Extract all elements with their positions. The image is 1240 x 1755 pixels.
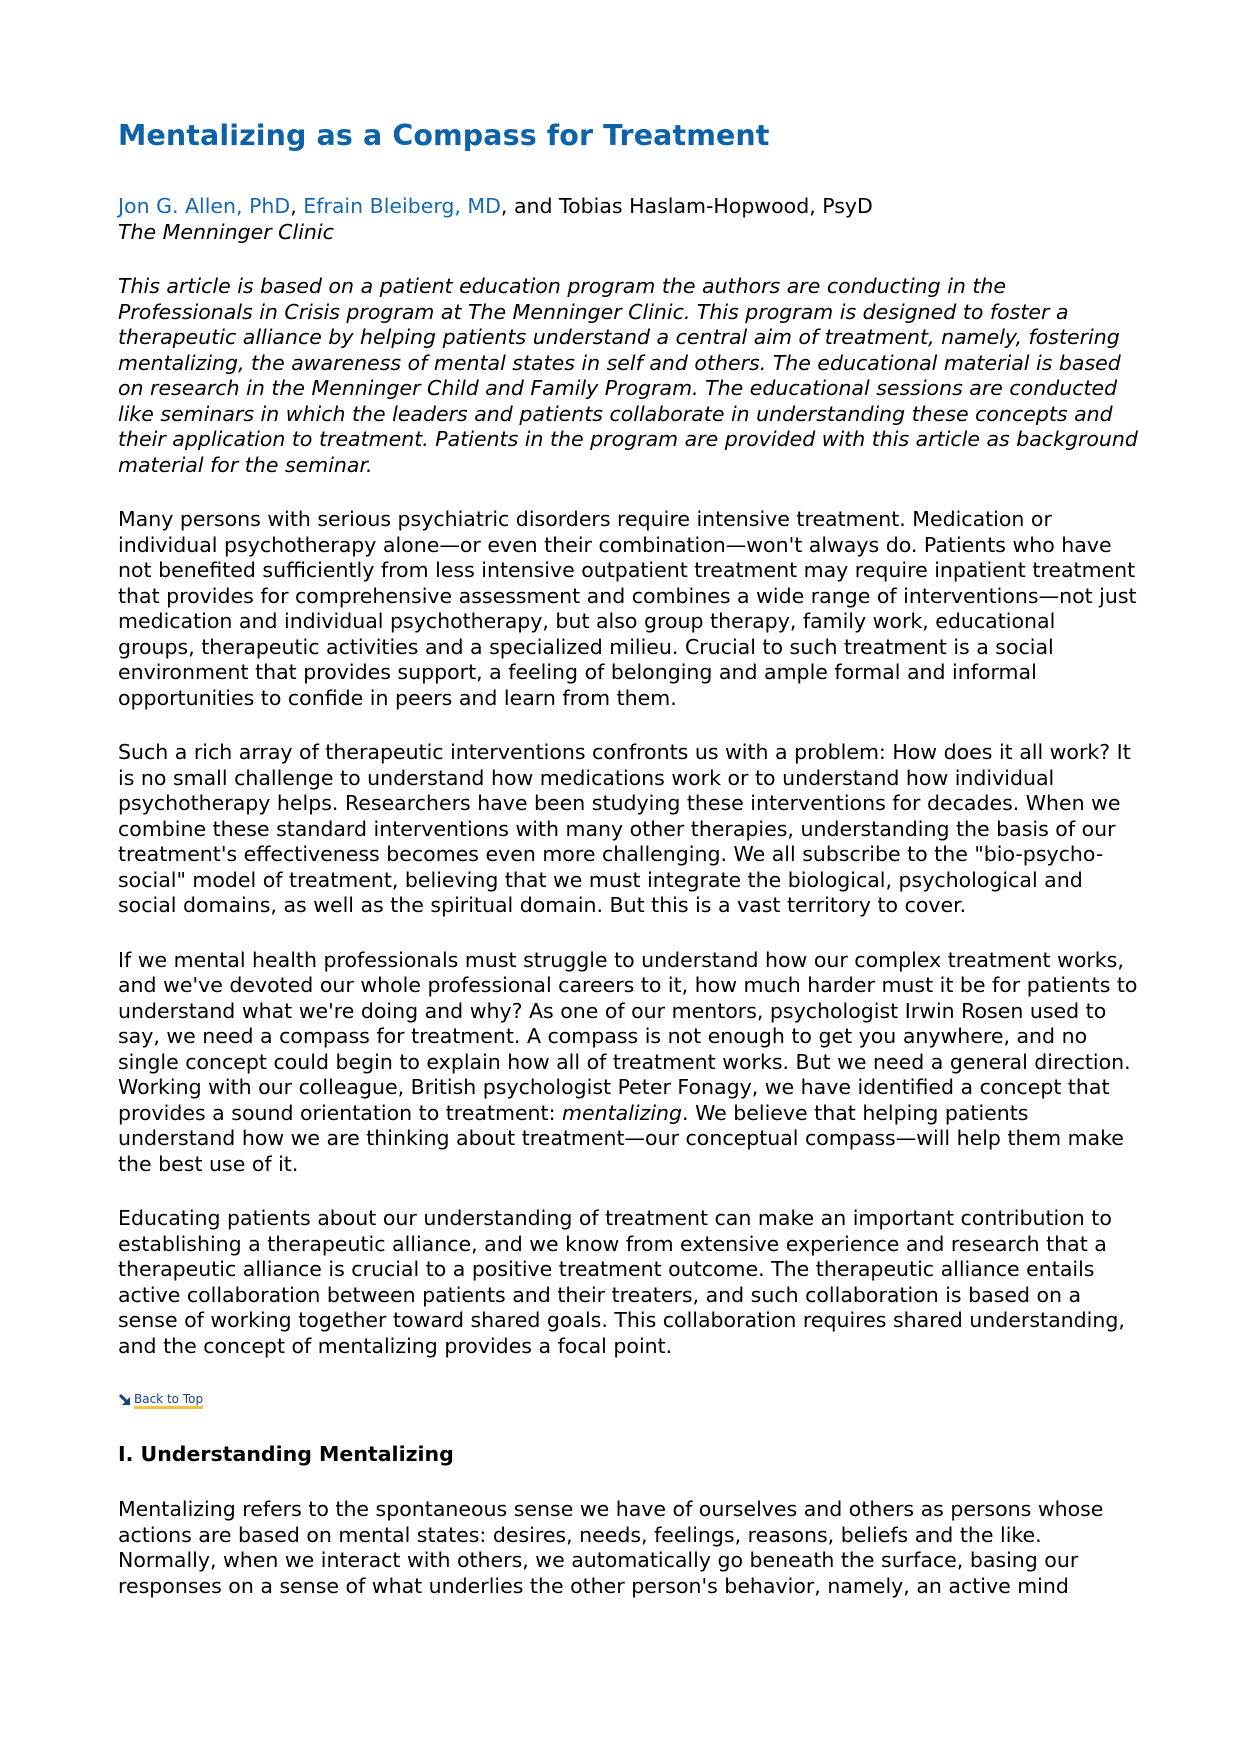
body-paragraph-1: Many persons with serious psychiatric disorders require intensive treatment. Medication or individual psychotherapy alone—or even their combination—won't always do. Patients who have not benefited sufficiently from less intensive outpatient treatment may require inpatient treatment that provides for comprehensive assessment and combines a wide range of interventions—not just medication and individual psychotherapy, but also group therapy, family work, educational groups, therapeutic activities and a specialized milieu. Crucial to such treatment is a social environment that provides support, a feeling of belonging and ample formal and informal opportunities to confide in peers and learn from them. (118, 507, 1137, 710)
back-to-top-label: Back to Top (134, 1392, 203, 1409)
author-rest: , and Tobias Haslam-Hopwood, PsyD (500, 194, 873, 218)
section-paragraph: Mentalizing refers to the spontaneous sense we have of ourselves and others as persons whose actions are based on mental states: desires, needs, feelings, reasons, beliefs and the like. Normally, when we interact with others, we automatically go beneath the surface, basing our responses on a sense of what underlies the other person's behavior, namely, an active mind (118, 1497, 1104, 1598)
author-line (118, 194, 1138, 220)
body-paragraph-2: Such a rich array of therapeutic interventions confronts us with a problem: How does it all work? It is no small challenge to understand how medications work or to understand how individual psychotherapy helps. Researchers have been studying these interventions for decades. When we combine these standard interventions with many other therapies, understanding the basis of our treatment's effectiveness becomes even more challenging. We all subscribe to the "bio-psycho-social" model of treatment, believing that we must integrate the biological, psychological and social domains, as well as the spiritual domain. But this is a vast territory to cover. (118, 740, 1131, 917)
author-link-allen[interactable]: Jon G. Allen, PhD (118, 194, 291, 218)
author-separator: , (290, 194, 304, 218)
emphasis-term: mentalizing (562, 1100, 683, 1125)
section-heading: I. Understanding Mentalizing (118, 1442, 454, 1466)
body-paragraph-4: Educating patients about our understanding of treatment can make an important contribution to establishing a therapeutic alliance, and we know from extensive experience and research that a therapeutic alliance is crucial to a positive treatment outcome. The therapeutic alliance entails active collaboration between patients and their treaters, and such collaboration is based on a sense of working together toward shared goals. This collaboration requires shared understanding, and the concept of mentalizing provides a focal point. (118, 1206, 1125, 1358)
back-to-top-row (118, 1389, 1138, 1411)
back-to-top-link[interactable] (118, 1392, 203, 1409)
article (118, 100, 1138, 1599)
author-link-bleiberg[interactable]: Efrain Bleiberg, MD (303, 194, 501, 218)
affiliation: The Menninger Clinic (118, 219, 334, 244)
paragraph-text: . We believe that helping patients understand how we are thinking about treatment—our conceptual compass—will help them make the best use of it. (118, 1100, 1124, 1176)
arrow-down-right-icon (118, 1393, 132, 1407)
body-paragraph-3 (118, 948, 1138, 1178)
abstract: This article is based on a patient education program the authors are conducting in the Professionals in Crisis program at The Menninger Clinic. This program is designed to foster a therapeutic alliance by helping patients understand a central aim of treatment, namely, fostering mentalizing, the awareness of mental states in self and others. The educational material is based on research in the Menninger Child and Family Program. The educational sessions are conducted like seminars in which the leaders and patients collaborate in understanding these concepts and their application to treatment. Patients in the program are provided with this article as background material for the seminar. (118, 274, 1138, 477)
paragraph-text: If we mental health professionals must struggle to understand how our complex treatment works, and we've devoted our whole professional careers to it, how much harder must it be for patients to understand what we're doing and why? As one of our mentors, psychologist Irwin Rosen used to say, we need a compass for treatment. A compass is not enough to get you anywhere, and no single concept could begin to explain how all of treatment works. But we need a general direction. Working with our colleague, British psychologist Peter Fonagy, we have identified a concept that provides a sound orientation to treatment: (118, 947, 1138, 1125)
article-title: Mentalizing as a Compass for Treatment (118, 119, 770, 152)
